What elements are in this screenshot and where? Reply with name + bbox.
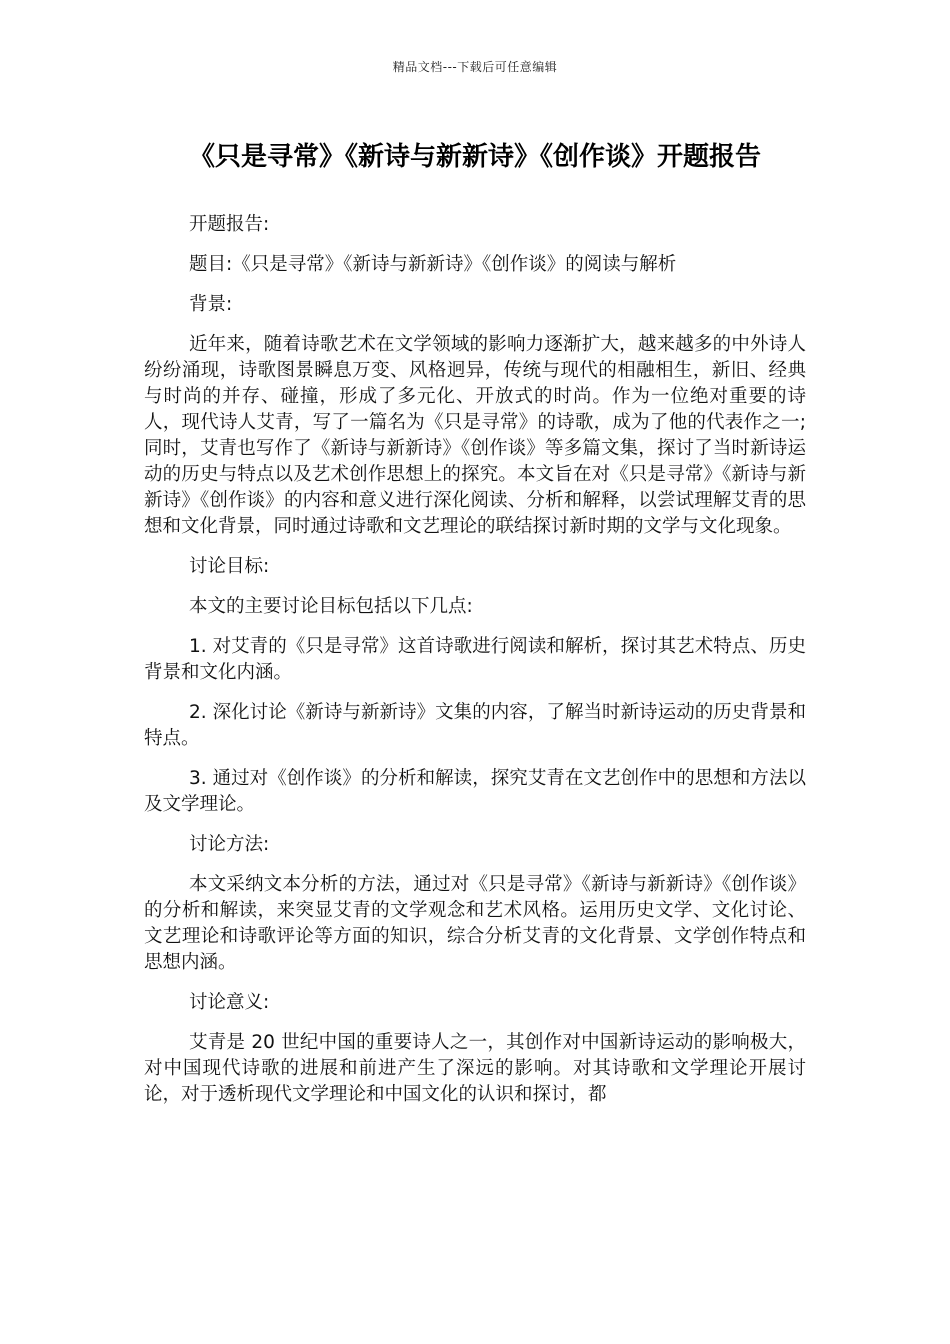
paragraph: 讨论意义: bbox=[189, 992, 270, 1013]
paragraph: 本文的主要讨论目标包括以下几点: bbox=[189, 596, 473, 617]
paragraph: 艾青是 20 世纪中国的重要诗人之一，其创作对中国新诗运动的影响极大，对中国现代诗歌的进展和前进产生了深远的影响。对其诗歌和文学理论开展讨论，对于透析现代文学理论和中国文化的认识和探讨，都 bbox=[144, 1032, 806, 1105]
paragraph: 讨论目标: bbox=[189, 556, 270, 577]
document-title: 《只是寻常》《新诗与新新诗》《创作谈》开题报告 bbox=[188, 142, 761, 172]
document-body bbox=[144, 212, 806, 1122]
paragraph: 本文采纳文本分析的方法，通过对《只是寻常》《新诗与新新诗》《创作谈》的分析和解读，来突显艾青的文学观念和艺术风格。运用历史文学、文化讨论、文艺理论和诗歌评论等方面的知识，综合分析艾青的文化背景、文学创作特点和思想内涵。 bbox=[144, 874, 806, 973]
paragraph: 讨论方法: bbox=[189, 834, 270, 855]
header-note: 精品文档---下载后可任意编辑 bbox=[392, 60, 558, 74]
paragraph: 背景: bbox=[189, 294, 233, 315]
paragraph: 2. 深化讨论《新诗与新新诗》文集的内容，了解当时新诗运动的历史背景和特点。 bbox=[144, 702, 806, 749]
paragraph: 开题报告: bbox=[189, 214, 270, 235]
paragraph: 题目:《只是寻常》《新诗与新新诗》《创作谈》的阅读与解析 bbox=[189, 254, 677, 275]
paragraph: 3. 通过对《创作谈》的分析和解读，探究艾青在文艺创作中的思想和方法以及文学理论。 bbox=[144, 768, 806, 815]
paragraph: 近年来，随着诗歌艺术在文学领域的影响力逐渐扩大，越来越多的中外诗人纷纷涌现，诗歌图景瞬息万变、风格迥异，传统与现代的相融相生，新旧、经典与时尚的并存、碰撞，形成了多元化、开放式的时尚。作为一位绝对重要的诗人，现代诗人艾青，写了一篇名为《只是寻常》的诗歌，成为了他的代表作之一;同时，艾青也写作了《新诗与新新诗》《创作谈》等多篇文集，探讨了当时新诗运动的历史与特点以及艺术创作思想上的探究。本文旨在对《只是寻常》《新诗与新新诗》《创作谈》的内容和意义进行深化阅读、分析和解释，以尝试理解艾青的思想和文化背景，同时通过诗歌和文艺理论的联结探讨新时期的文学与文化现象。 bbox=[144, 334, 806, 537]
paragraph: 1. 对艾青的《只是寻常》这首诗歌进行阅读和解析，探讨其艺术特点、历史背景和文化内涵。 bbox=[144, 636, 806, 683]
